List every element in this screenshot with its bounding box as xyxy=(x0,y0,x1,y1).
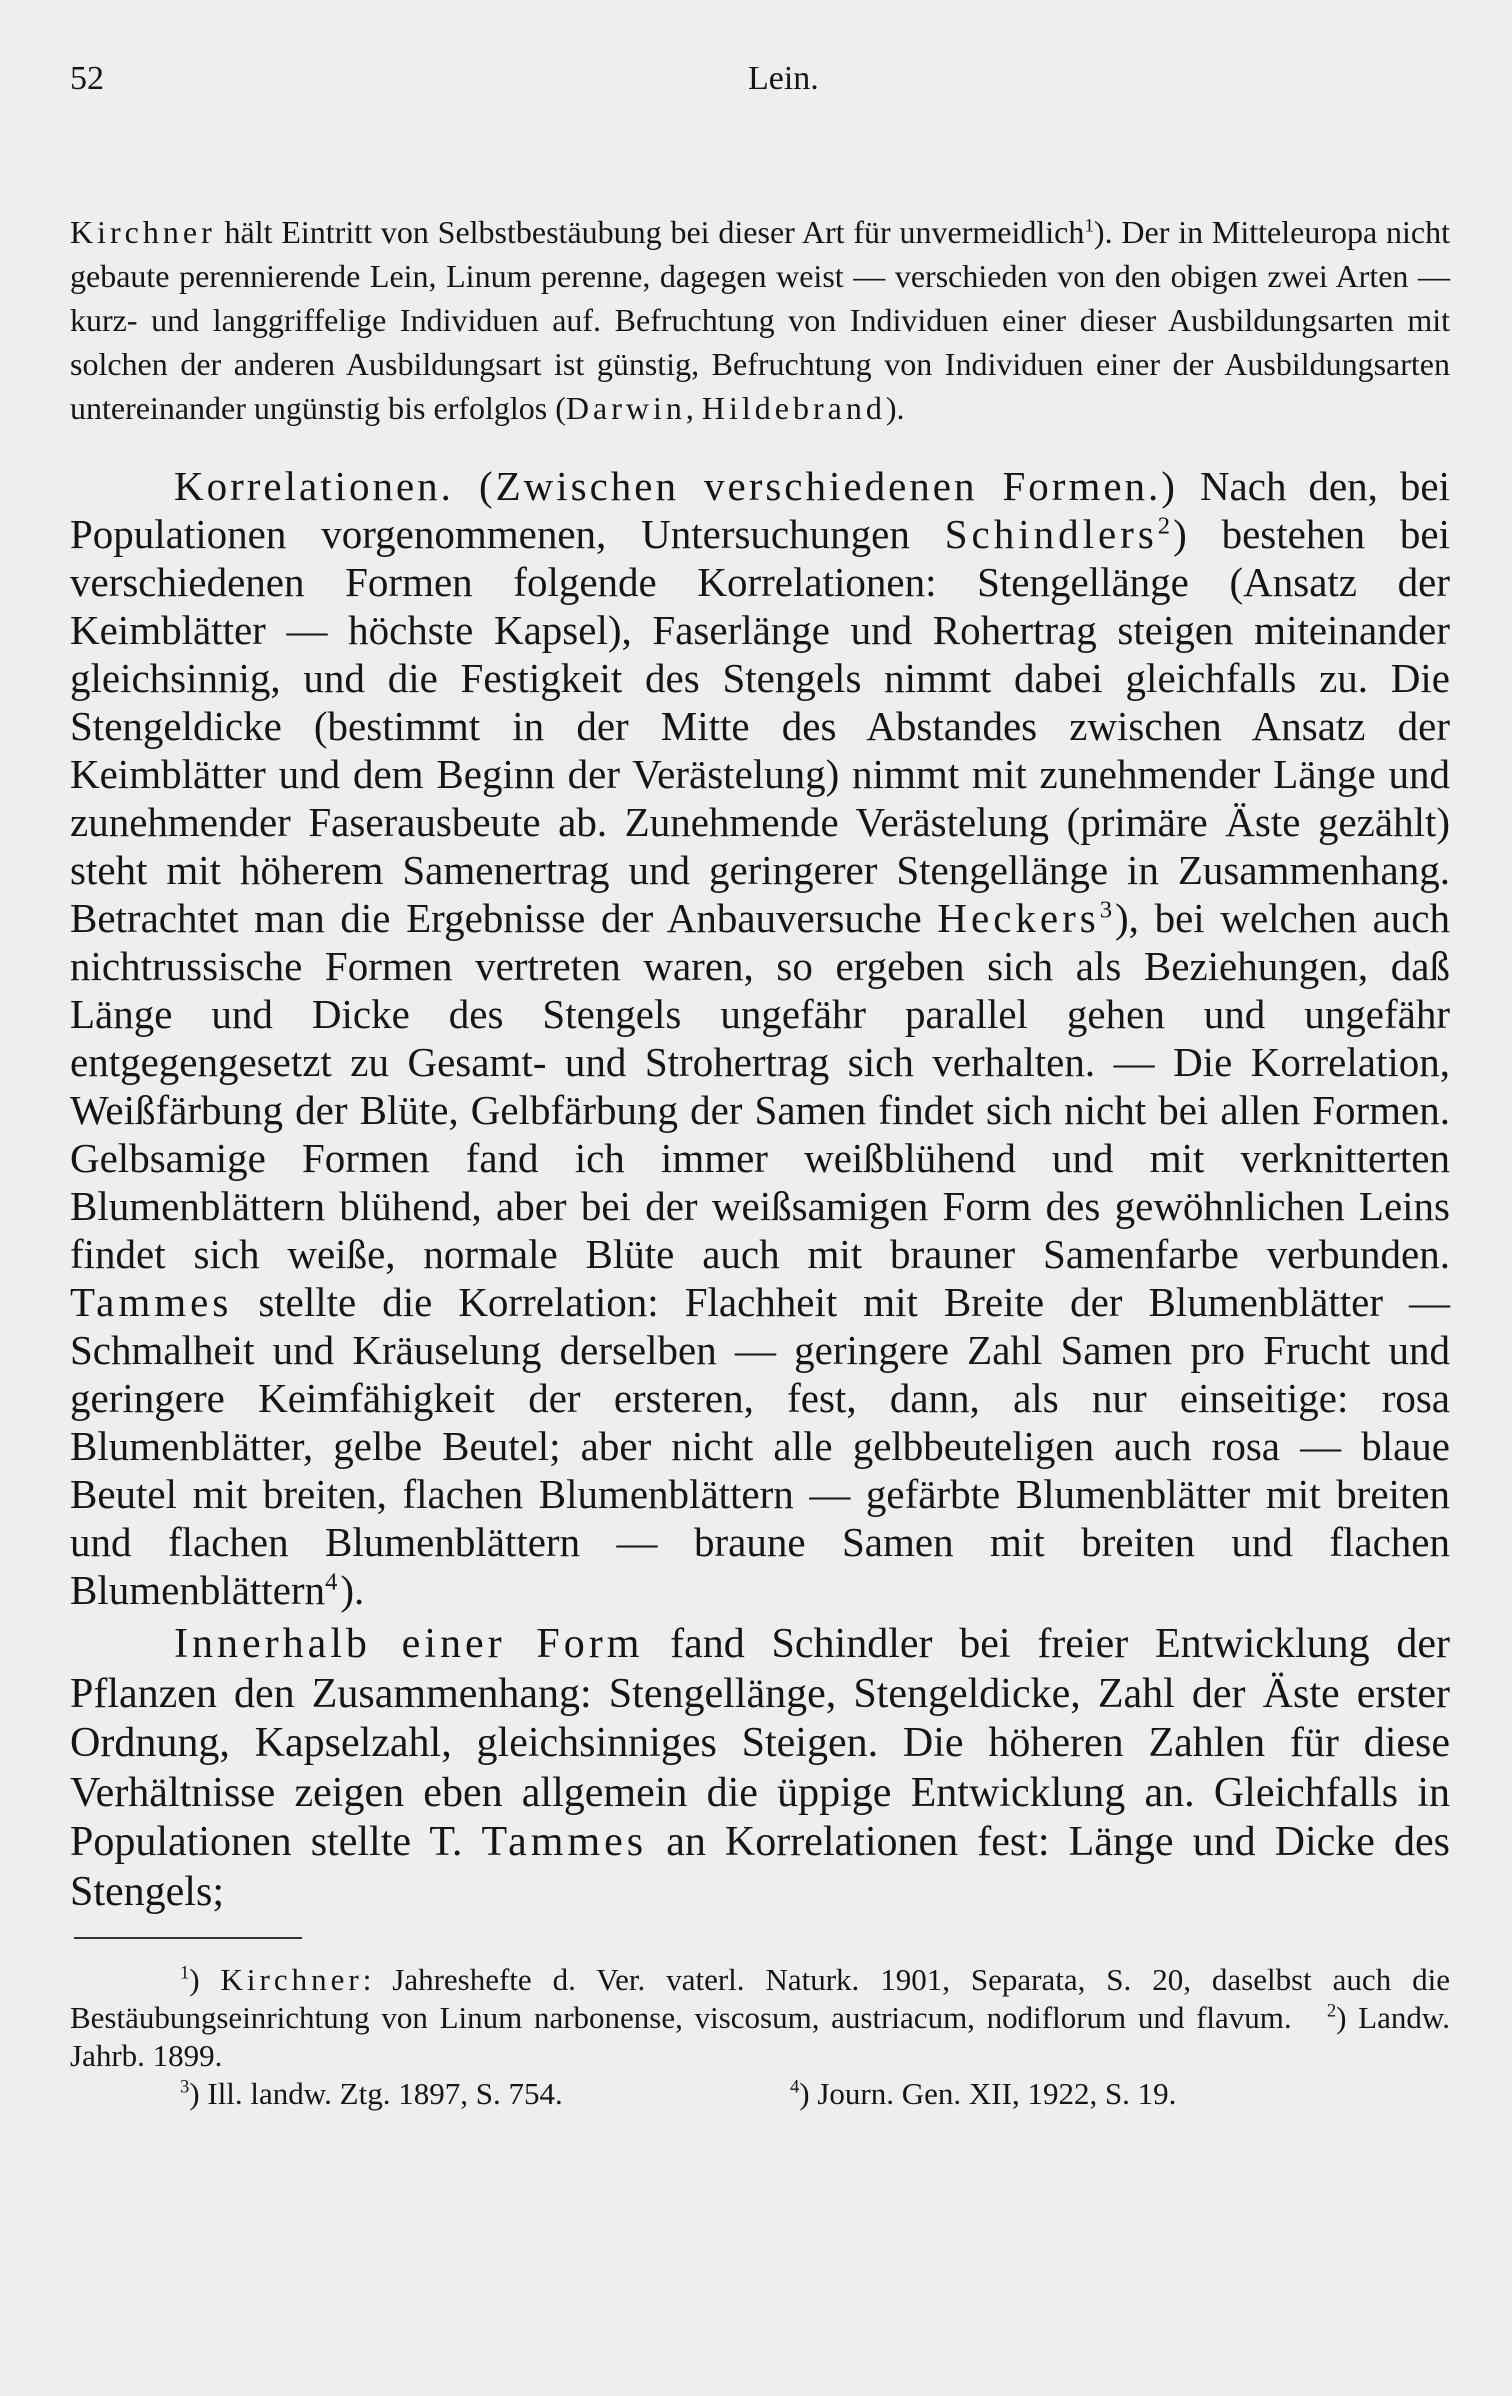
section-text-e: ). xyxy=(340,1567,365,1613)
footnote-number-1: 1 xyxy=(180,1962,190,1984)
footnote-ref-3: 3 xyxy=(1099,896,1116,924)
section-correlations xyxy=(70,462,1450,1614)
author-tammes-2: Tammes xyxy=(481,1819,648,1865)
page-header xyxy=(70,60,1450,120)
running-title: Lein. xyxy=(748,60,819,97)
footnote-2-text: ) Landw. Jahrb. 1899. xyxy=(70,2000,1450,2073)
footnote-4-text: ) Journ. Gen. XII, 1922, S. 19. xyxy=(799,2076,1177,2111)
footnote-1-author: Kirchner xyxy=(220,1962,363,1997)
footnote-number-4: 4 xyxy=(790,2076,800,2098)
section-heading: Korrelationen. xyxy=(174,463,454,509)
author-tammes: Tammes xyxy=(70,1279,233,1325)
intro-text-b: ). Der in Mitteleuropa nicht gebaute perennierende Lein, Linum perenne, dagegen weist — verschieden von den obigen zwei Arten — kurz- und langgriffelige Individuen auf. Befruchtung von Individuen einer dieser Ausbildungsarten mit solchen der anderen Ausbildungsart ist günstig, Befruchtung von Individuen einer der Ausbildungsarten untereinander ungünstig bis erfolglos ( xyxy=(70,214,1451,426)
section-text-b: ) bestehen bei verschiedenen Formen folgende Korrelationen: Stengellänge (Ansatz der Keimblätter — höchste Kapsel), Faserlänge und Rohertrag steigen miteinander gleichsinnig, und die Festigkeit des Stengels nimmt dabei gleichfalls zu. Die Stengeldicke (bestimmt in der Mitte des Abstandes zwischen Ansatz der Keimblätter und dem Beginn der Verästelung) nimmt mit zunehmender Länge und zunehmender Faserausbeute ab. Zunehmende Verästelung (primäre Äste gezählt) steht mit höherem Samenertrag und geringerer Stengellänge in Zusammenhang. Betrachtet man die Ergebnisse der Anbauversuche xyxy=(70,511,1450,941)
p2-text-c: an Korrelationen fest: Länge und Dicke des Stengels; xyxy=(70,1819,1450,1915)
footnote-number-2: 2 xyxy=(1326,2000,1337,2022)
author-schindler: Schindler xyxy=(771,1621,933,1667)
comma: , xyxy=(685,390,702,426)
section-text-c: ), bei welchen auch nichtrussische Formen vertreten waren, so ergeben sich als Beziehungen, daß Länge und Dicke des Stengels ungefähr parallel gehen und ungefähr entgegengesetzt zu Gesamt- und Strohertrag sich verhalten. — Die Korrelation, Weißfärbung der Blüte, Gelbfärbung der Samen findet sich nicht bei allen Formen. Gelbsamige Formen fand ich immer weißblühend und mit verknitterten Blumenblättern blühend, aber bei der weißsamigen Form des gewöhnlichen Leins findet sich weiße, normale Blüte auch mit brauner Samenfarbe verbunden. xyxy=(70,895,1450,1277)
footnote-divider xyxy=(74,1937,302,1939)
section-text-a: Nach den, bei Populationen vorgenommenen, Untersuchungen xyxy=(70,463,1450,557)
footnote-4 xyxy=(790,2075,1176,2113)
p2-text-b: bei freier Entwicklung der Pflanzen den Zusammenhang: Stengellänge, Stengeldicke, Zahl der Äste erster Ordnung, Kapselzahl, gleichsinniges Steigen. Die höheren Zahlen für diese Verhältnisse zeigen eben allgemein die üppige Entwicklung an. Gleichfalls in Populationen stellte T. xyxy=(70,1621,1450,1865)
footnote-3 xyxy=(70,2075,790,2113)
footnote-number-3: 3 xyxy=(180,2076,190,2098)
footnote-1: $^1$) Kirchner: Jahreshefte d. Ver. vaterl. Naturk. 1901, Separata, S. 20, daselbst auch die Bestäubungseinrichtung von Linum narbonense, viscosum, austriacum, nodiflorum und flavum. $^2$) Landw. Jahrb. 1899. xyxy=(70,1962,1450,2073)
section-subheading: (Zwischen verschiedenen Formen.) xyxy=(453,463,1178,509)
footnote-ref-1: 1 xyxy=(1084,215,1094,237)
author-darwin: Darwin xyxy=(565,390,686,426)
footnote-3-text: ) Ill. landw. Ztg. 1897, S. 754. xyxy=(189,2076,563,2111)
intro-text-a: hält Eintritt von Selbstbestäubung bei dieser Art für unvermeidlich xyxy=(215,214,1085,250)
paragraph-within-form xyxy=(70,1620,1450,1917)
p2-text-a: fand xyxy=(643,1621,772,1667)
footnotes xyxy=(70,1961,1450,2113)
footnote-1-text: : Jahreshefte d. Ver. vaterl. Naturk. 1901, Separata, S. 20, daselbst auch die Bestäubungseinrichtung von Linum narbonense, viscosum, austriacum, nodiflorum und flavum. xyxy=(70,1962,1450,2035)
intro-end: ). xyxy=(885,390,905,426)
intro-paragraph xyxy=(70,210,1450,430)
author-schindlers: Schindlers xyxy=(944,511,1158,557)
main-text xyxy=(70,462,1450,1917)
author-heckers: Heckers xyxy=(937,895,1100,941)
footnote-row xyxy=(70,2075,1450,2113)
author-kirchner: Kirchner xyxy=(70,214,216,250)
author-hildebrand: Hildebrand xyxy=(701,390,886,426)
footnote-ref-4: 4 xyxy=(325,1568,341,1596)
section-text-d: stellte die Korrelation: Flachheit mit Breite der Blumenblätter — Schmalheit und Kräuselung derselben — geringere Zahl Samen pro Frucht und geringere Keimfähigkeit der ersteren, fest, dann, als nur einseitige: rosa Blumenblätter, gelbe Beutel; aber nicht alle gelbbeuteligen auch rosa — blaue Beutel mit breiten, flachen Blumenblättern — gefärbte Blumenblätter mit breiten und flachen Blumenblättern — braune Samen mit breiten und flachen Blumenblättern xyxy=(70,1279,1450,1613)
footnote-ref-2: 2 xyxy=(1157,512,1174,540)
page-number: 52 xyxy=(70,60,104,97)
phrase-innerhalb: Innerhalb einer Form xyxy=(174,1621,644,1667)
